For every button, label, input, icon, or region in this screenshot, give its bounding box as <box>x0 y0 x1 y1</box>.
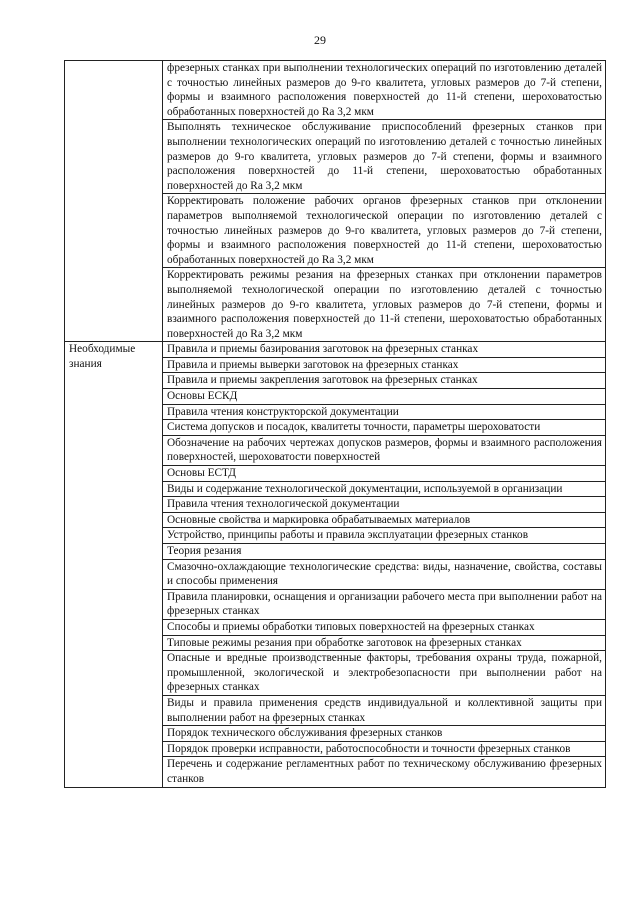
requirement-item: Порядок проверки исправности, работоспособности и точности фрезерных станков <box>163 741 606 757</box>
requirement-item: Устройство, принципы работы и правила эксплуатации фрезерных станков <box>163 528 606 544</box>
section-label: Необходимые знания <box>65 342 163 787</box>
requirement-item: Основы ЕСКД <box>163 389 606 405</box>
requirement-item: Правила и приемы выверки заготовок на фрезерных станках <box>163 357 606 373</box>
requirement-item: Типовые режимы резания при обработке заготовок на фрезерных станках <box>163 635 606 651</box>
requirement-item: фрезерных станках при выполнении технологических операций по изготовлению деталей с точностью линейных размеров до 9-го квалитета, угловых размеров до 7-й степени, формы и взаимного расположения поверхностей до 11-й степени, шероховатостью обработанных поверхностей до Ra 3,2 мкм <box>163 61 606 120</box>
requirement-item: Правила и приемы базирования заготовок на фрезерных станках <box>163 342 606 358</box>
requirement-item: Выполнять техническое обслуживание приспособлений фрезерных станков при выполнении технологических операций по изготовлению деталей с точностью линейных размеров до 9-го квалитета, угловых размеров до 7-й степени, формы и взаимного расположения поверхностей до 11-й степени, шероховатостью обработанных поверхностей до Ra 3,2 мкм <box>163 120 606 194</box>
table-row <box>65 61 606 120</box>
requirement-item: Основные свойства и маркировка обрабатываемых материалов <box>163 512 606 528</box>
requirement-item: Виды и правила применения средств индивидуальной и коллективной защиты при выполнении работ на фрезерных станках <box>163 695 606 725</box>
table-row <box>65 342 606 358</box>
page-number: 29 <box>314 33 326 47</box>
requirement-item: Система допусков и посадок, квалитеты точности, параметры шероховатости <box>163 420 606 436</box>
requirement-item: Порядок технического обслуживания фрезерных станков <box>163 726 606 742</box>
requirement-item: Корректировать положение рабочих органов фрезерных станков при отклонении параметров выполняемой технологической операции по изготовлению деталей с точностью линейных размеров до 9-го квалитета, угловых размеров до 7-й степени, формы и взаимного расположения поверхностей до 11-й степени, шероховатостью обработанных поверхностей до Ra 3,2 мкм <box>163 194 606 268</box>
requirement-item: Правила чтения конструкторской документации <box>163 404 606 420</box>
requirement-item: Способы и приемы обработки типовых поверхностей на фрезерных станках <box>163 619 606 635</box>
competency-table <box>64 60 606 788</box>
requirement-item: Перечень и содержание регламентных работ по техническому обслуживанию фрезерных станков <box>163 757 606 787</box>
requirement-item: Теория резания <box>163 544 606 560</box>
requirement-item: Правила планировки, оснащения и организации рабочего места при выполнении работ на фрезерных станках <box>163 589 606 619</box>
requirement-item: Обозначение на рабочих чертежах допусков размеров, формы и взаимного расположения поверхностей, шероховатости поверхностей <box>163 435 606 465</box>
requirement-item: Смазочно-охлаждающие технологические средства: виды, назначение, свойства, составы и способы применения <box>163 559 606 589</box>
requirement-item: Опасные и вредные производственные факторы, требования охраны труда, пожарной, промышленной, экологической и электробезопасности при выполнении работ на фрезерных станках <box>163 651 606 696</box>
requirement-item: Корректировать режимы резания на фрезерных станках при отклонении параметров выполняемой технологической операции по изготовлению деталей с точностью линейных размеров до 9-го квалитета, угловых размеров до 7-й степени, формы и взаимного расположения поверхностей до 11-й степени, шероховатостью обработанных поверхностей до Ra 3,2 мкм <box>163 268 606 342</box>
requirement-item: Правила и приемы закрепления заготовок на фрезерных станках <box>163 373 606 389</box>
section-label <box>65 61 163 342</box>
table-body <box>65 61 606 788</box>
requirement-item: Виды и содержание технологической документации, используемой в организации <box>163 481 606 497</box>
requirement-item: Правила чтения технологической документации <box>163 497 606 513</box>
requirement-item: Основы ЕСТД <box>163 466 606 482</box>
